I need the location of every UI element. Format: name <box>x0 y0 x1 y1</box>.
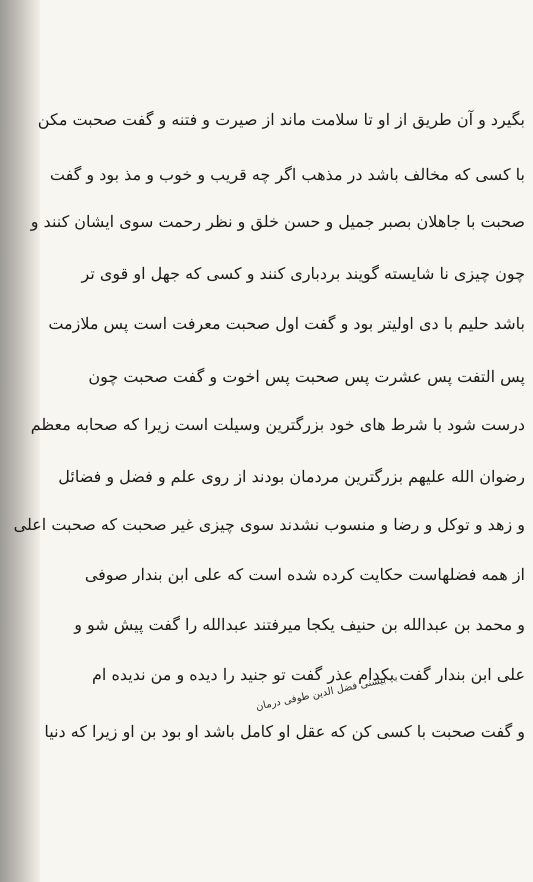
text-line: و محمد بن عبدالله بن حنیف یکجا میرفتند عبدالله را گفت پیش شو و <box>74 615 525 634</box>
manuscript-page <box>13 0 533 882</box>
text-line: پس التفت پس عشرت پس صحبت پس اخوت و گفت صحبت چون <box>88 367 525 386</box>
text-line: با کسی که مخالف باشد در مذهب اگر چه قریب و خوب و مذ بود و گفت <box>49 165 525 184</box>
text-line: درست شود با شرط های خود بزرگترین وسیلت است زیرا که صحابه معظم <box>30 415 525 434</box>
text-line: چون چیزی نا شایسته گویند بردباری کنند و کسی که جهل او قوی تر <box>81 264 525 283</box>
text-line: و گفت صحبت با کسی کن که عقل او کامل باشد او بود بن او زیرا که دنیا <box>44 722 525 741</box>
text-line: رضوان الله علیهم بزرگترین مردمان بودند از روی علم و فضل و فضائل <box>58 467 525 486</box>
book-binding-gutter <box>0 0 40 882</box>
text-line: صحبت با جاهلان بصبر جمیل و حسن خلق و نظر رحمت سوی ایشان کنند و <box>30 212 525 231</box>
margin-note: بہ بیشنی فضل الدین طوفی درمان <box>254 672 399 713</box>
text-line: علی ابن بندار گفت بکدام عذر گفت تو جنید را دیده و من ندیده ام <box>92 665 525 684</box>
text-line: باشد حلیم با دی اولیتر بود و گفت اول صحبت معرفت است پس ملازمت <box>48 314 525 333</box>
text-line: از همه فضلهاست حکایت کرده شده است که علی ابن بندار صوفی <box>84 565 525 584</box>
text-line: و زهد و توکل و رضا و منسوب نشدند سوی چیزی غیر صحبت که صحبت اعلی <box>13 515 525 534</box>
text-line: بگیرد و آن طریق از او تا سلامت ماند از صیرت و فتنه و گفت صحبت مکن <box>37 110 525 129</box>
